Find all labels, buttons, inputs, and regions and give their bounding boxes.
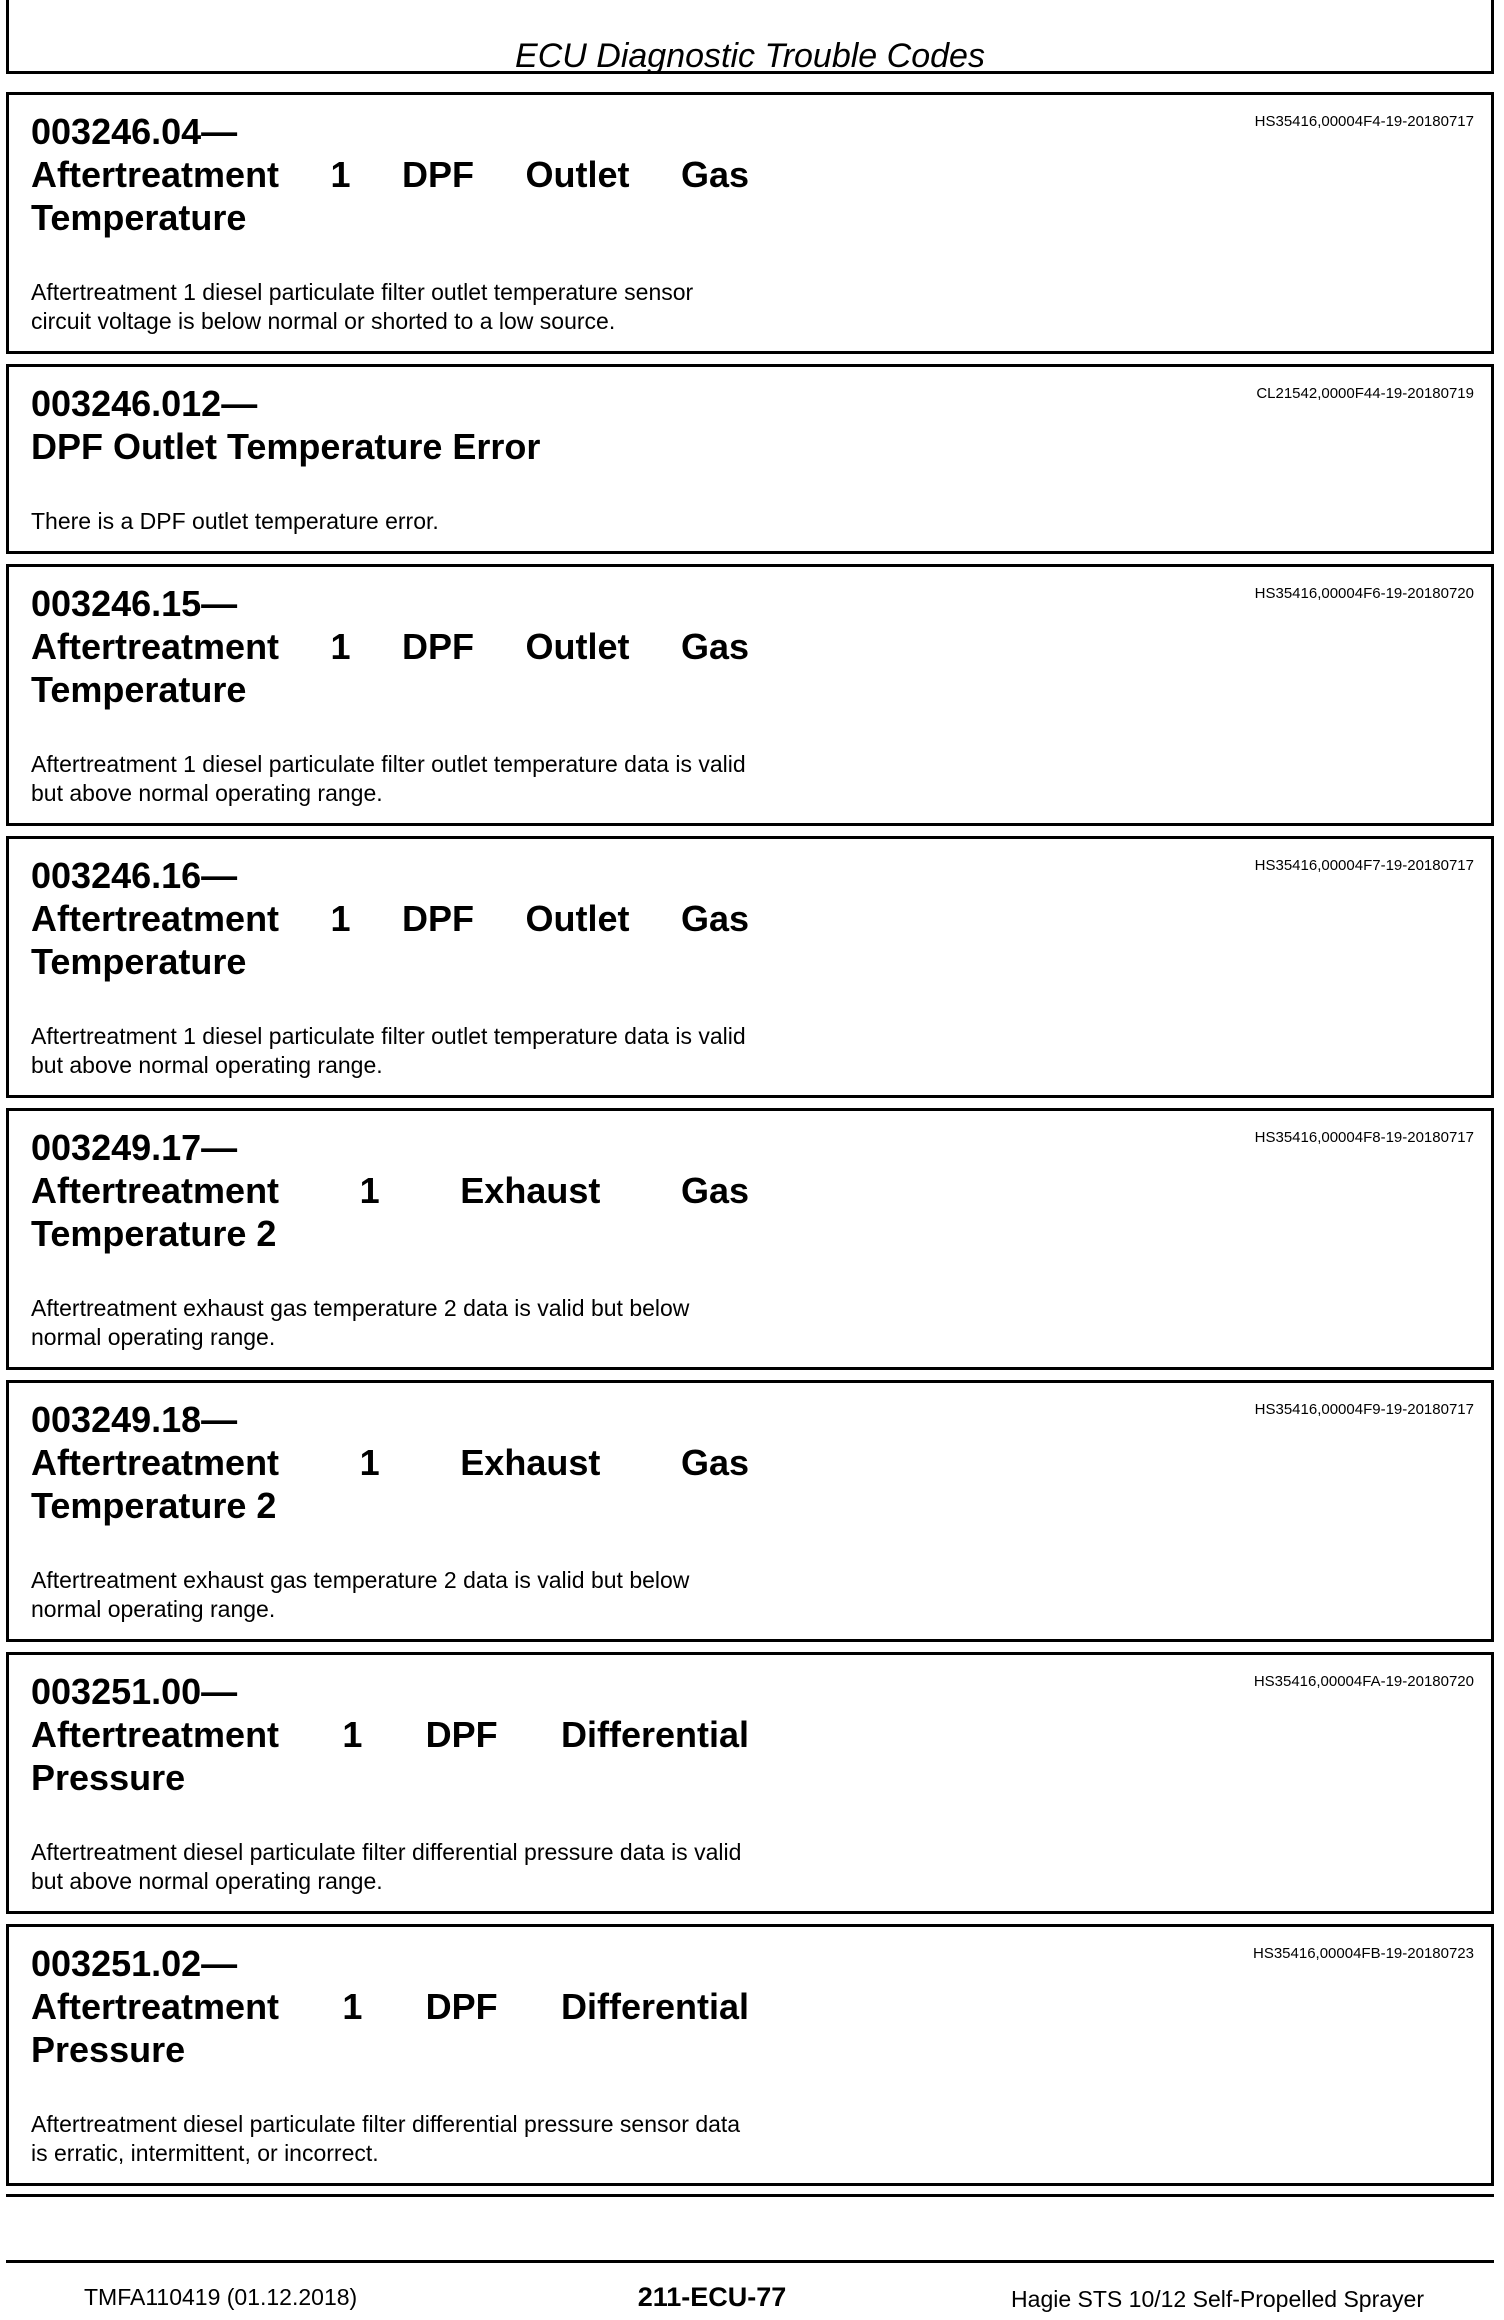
trouble-code-entry [6, 1652, 1494, 1914]
entry-reference: HS35416,00004F6-19-20180720 [1254, 585, 1474, 602]
entry-heading [31, 582, 749, 711]
entry-description: Aftertreatment diesel particulate filter differential pressure data is valid but above normal operating range. [31, 1839, 742, 1894]
entry-description: Aftertreatment exhaust gas temperature 2 data is valid but below normal operating range. [31, 1295, 690, 1350]
entry-heading [31, 1398, 749, 1527]
entry-title: Aftertreatment 1 DPF Outlet Gas Temperature [31, 154, 749, 238]
entry-code: 003251.02— [31, 1943, 238, 1984]
entry-heading [31, 110, 749, 239]
entry-reference: CL21542,0000F44-19-20180719 [1256, 385, 1474, 402]
entry-title: Aftertreatment 1 DPF Outlet Gas Temperature [31, 898, 749, 982]
entry-reference: HS35416,00004FB-19-20180723 [1252, 1945, 1474, 1962]
entry-description: Aftertreatment 1 diesel particulate filter outlet temperature data is valid but above normal operating range. [31, 751, 746, 806]
entry-title: Aftertreatment 1 DPF Differential Pressure [31, 1714, 749, 1798]
entry-code: 003246.16— [31, 855, 238, 896]
footer-document-id: TMFA110419 (01.12.2018) [84, 2284, 358, 2310]
page-header [6, 0, 1494, 74]
entry-description: Aftertreatment diesel particulate filter differential pressure sensor data is erratic, intermittent, or incorrect. [31, 2111, 741, 2166]
footer-divider [6, 2194, 1494, 2197]
footer-page-number: 211-ECU-77 [637, 2282, 787, 2312]
entry-description: Aftertreatment 1 diesel particulate filter outlet temperature data is valid but above normal operating range. [31, 1023, 746, 1078]
entry-heading [31, 1126, 749, 1255]
entry-reference: HS35416,00004F9-19-20180717 [1254, 1401, 1474, 1418]
footer-divider [6, 2260, 1494, 2263]
trouble-code-list [6, 92, 1494, 2196]
entry-title: Aftertreatment 1 Exhaust Gas Temperature 2 [31, 1170, 749, 1254]
entry-description: Aftertreatment exhaust gas temperature 2 data is valid but below normal operating range. [31, 1567, 690, 1622]
entry-code: 003249.18— [31, 1399, 238, 1440]
entry-title: Aftertreatment 1 DPF Outlet Gas Temperature [31, 626, 749, 710]
trouble-code-entry [6, 1108, 1494, 1370]
entry-reference: HS35416,00004F4-19-20180717 [1254, 113, 1474, 130]
page-title: ECU Diagnostic Trouble Codes [515, 37, 985, 75]
entry-code: 003246.04— [31, 111, 238, 152]
entry-heading [31, 854, 749, 983]
entry-title: Aftertreatment 1 Exhaust Gas Temperature 2 [31, 1442, 749, 1526]
trouble-code-entry [6, 564, 1494, 826]
entry-code: 003251.00— [31, 1671, 238, 1712]
trouble-code-entry [6, 836, 1494, 1098]
entry-code: 003246.15— [31, 583, 238, 624]
entry-code: 003249.17— [31, 1127, 238, 1168]
entry-heading [31, 382, 749, 468]
entry-description: There is a DPF outlet temperature error. [31, 508, 439, 534]
trouble-code-entry [6, 1924, 1494, 2186]
entry-title: Aftertreatment 1 DPF Differential Pressure [31, 1986, 749, 2070]
trouble-code-entry [6, 364, 1494, 554]
entry-title: DPF Outlet Temperature Error [31, 426, 541, 467]
trouble-code-entry [6, 92, 1494, 354]
entry-description: Aftertreatment 1 diesel particulate filter outlet temperature sensor circuit voltage is below normal or shorted to a low source. [31, 279, 694, 334]
entry-reference: HS35416,00004F7-19-20180717 [1254, 857, 1474, 874]
footer-product-name: Hagie STS 10/12 Self-Propelled Sprayer [1011, 2286, 1424, 2312]
entry-code: 003246.012— [31, 383, 258, 424]
entry-reference: HS35416,00004FA-19-20180720 [1253, 1673, 1474, 1690]
entry-reference: HS35416,00004F8-19-20180717 [1254, 1129, 1474, 1146]
entry-heading [31, 1670, 749, 1799]
trouble-code-entry [6, 1380, 1494, 1642]
entry-heading [31, 1942, 749, 2071]
